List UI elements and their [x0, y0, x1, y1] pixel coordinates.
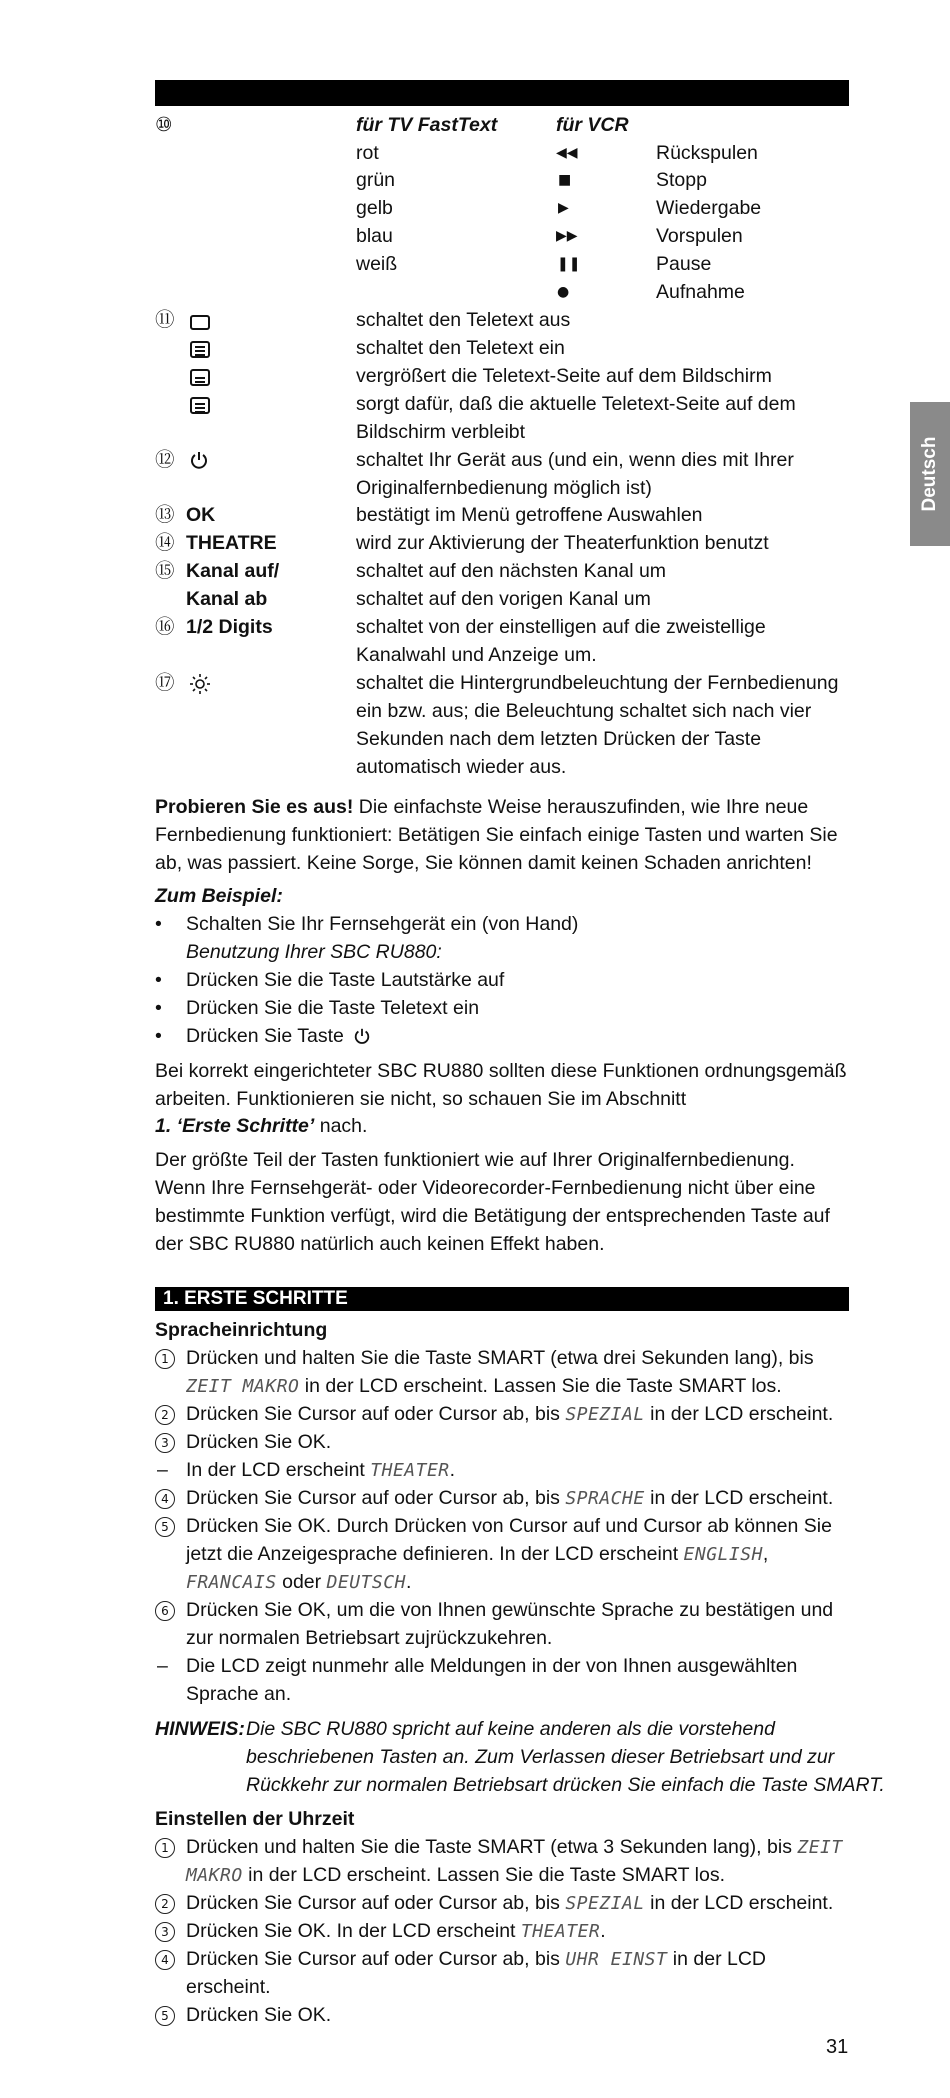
fast-forward-icon: ▶▶	[556, 228, 578, 244]
key15-label-b: Kanal ab	[186, 588, 268, 610]
key13-desc: bestätigt im Menü getroffene Auswahlen	[356, 504, 703, 526]
side-tab-label: Deutsch	[919, 436, 940, 512]
lcd-text: SPEZIAL	[565, 1893, 645, 1914]
lcd-text: THEATER	[520, 1921, 601, 1942]
vcr-label-record: Aufnahme	[656, 281, 745, 303]
note-line-4: der SBC RU880 natürlich auch keinen Effekt haben.	[155, 1233, 605, 1255]
try-it-line-1	[155, 794, 808, 822]
try-it-line-2: Fernbedienung funktioniert: Betätigen Sie einfach einige Tasten und warten Sie	[155, 824, 838, 846]
time-marker-5: 5	[155, 2006, 175, 2026]
lang-info-2b: Sprache an.	[186, 1683, 292, 1705]
vcr-label-play: Wiedergabe	[656, 197, 762, 219]
key12-desc-2: Originalfernbedienung möglich ist)	[356, 477, 652, 499]
teletext-off-icon	[190, 314, 210, 332]
note-line-1: Der größte Teil der Tasten funktioniert wie auf Ihrer Originalfernbedienung.	[155, 1149, 795, 1171]
color-gelb: gelb	[356, 197, 393, 219]
check-line-1: Bei korrekt eingerichteter SBC RU880 sollten diese Funktionen ordnungsgemäß	[155, 1060, 847, 1082]
key-number-17: ⑰	[155, 672, 175, 694]
lang-step-1b	[186, 1373, 782, 1401]
key17-desc-2: ein bzw. aus; die Beleuchtung schaltet sich nach vier	[356, 700, 812, 722]
column-vcr-heading: für VCR	[556, 114, 629, 136]
step-marker-4: 4	[155, 1489, 175, 1509]
step-marker-5: 5	[155, 1517, 175, 1537]
lang-step-6a: Drücken Sie OK, um die von Ihnen gewünschte Sprache zu bestätigen und	[186, 1599, 834, 1621]
time-step-2-b: in der LCD erscheint.	[644, 1892, 834, 1914]
time-setup-heading: Einstellen der Uhrzeit	[155, 1808, 355, 1830]
try-it-heading: Probieren Sie es aus!	[155, 796, 354, 818]
conjunction: oder	[276, 1571, 327, 1593]
vcr-label-stop: Stopp	[656, 169, 707, 191]
key-number-16: ⑯	[155, 616, 175, 638]
note-text-3: Rückkehr zur normalen Betriebsart drücken Sie einfach die Taste SMART.	[246, 1774, 885, 1796]
lang-step-5b-text: jetzt die Anzeigesprache definieren. In der LCD erscheint	[186, 1543, 684, 1565]
lang-step-4	[186, 1485, 833, 1513]
time-marker-4: 4	[155, 1950, 175, 1970]
period: .	[405, 1571, 412, 1593]
time-marker-2: 2	[155, 1894, 175, 1914]
step-marker-2: 2	[155, 1405, 175, 1425]
time-step-2-a: Drücken Sie Cursor auf oder Cursor ab, bis	[186, 1892, 566, 1914]
lcd-text: UHR EINST	[565, 1949, 668, 1970]
power-icon	[189, 450, 209, 475]
key-number-15: ⑮	[155, 560, 175, 582]
example-step-1-sub: Benutzung Ihrer SBC RU880:	[186, 941, 442, 963]
step-marker-1: 1	[155, 1349, 175, 1369]
time-step-4c: erscheint.	[186, 1976, 271, 1998]
key16-desc-2: Kanalwahl und Anzeige um.	[356, 644, 597, 666]
key14-label: THEATRE	[186, 532, 277, 554]
key11-desc-b: schaltet den Teletext ein	[356, 337, 565, 359]
key11-desc-d2: Bildschirm verbleibt	[356, 421, 526, 443]
key12-desc-1: schaltet Ihr Gerät aus (und ein, wenn dies mit Ihrer	[356, 449, 794, 471]
example-step-1: Schalten Sie Ihr Fernsehgerät ein (von Hand)	[186, 913, 579, 935]
time-step-4-a: Drücken Sie Cursor auf oder Cursor ab, bis	[186, 1948, 566, 1970]
lang-step-2	[186, 1401, 833, 1429]
lang-step-5a: Drücken Sie OK. Durch Drücken von Cursor auf und Cursor ab können Sie	[186, 1515, 832, 1537]
vcr-label-forward: Vorspulen	[656, 225, 743, 247]
lang-step-6b: zur normalen Betriebsart zujrückzukehren.	[186, 1627, 553, 1649]
time-step-3	[186, 1918, 606, 1946]
dash-2: –	[157, 1655, 168, 1677]
time-step-4	[186, 1946, 766, 1974]
time-step-3-b: .	[600, 1920, 606, 1942]
dash-1: –	[157, 1459, 168, 1481]
time-step-2	[186, 1890, 833, 1918]
lcd-text: FRANCAIS	[186, 1572, 277, 1593]
lang-step-2-b: in der LCD erscheint.	[644, 1403, 834, 1425]
header-bar	[155, 80, 849, 106]
example-step-2: Drücken Sie die Taste Lautstärke auf	[186, 969, 505, 991]
example-step-4	[186, 1023, 371, 1051]
lang-step-5c	[186, 1569, 411, 1597]
lcd-text: ZEIT	[797, 1837, 843, 1858]
note-text-2: beschriebenen Tasten an. Zum Verlassen dieser Betriebsart und zur	[246, 1746, 835, 1768]
teletext-hold-icon	[190, 397, 210, 415]
key-number-13: ⑬	[155, 504, 175, 526]
bullet-2: •	[155, 969, 162, 991]
lang-step-3: Drücken Sie OK.	[186, 1431, 332, 1453]
lang-step-4-a: Drücken Sie Cursor auf oder Cursor ab, bis	[186, 1487, 566, 1509]
lcd-text: DEUTSCH	[326, 1572, 406, 1593]
lcd-text: ZEIT MAKRO	[186, 1376, 300, 1397]
color-rot: rot	[356, 142, 379, 164]
lcd-text: SPEZIAL	[565, 1404, 645, 1425]
try-it-text: Die einfachste Weise herauszufinden, wie Ihre neue	[353, 796, 809, 818]
key14-desc: wird zur Aktivierung der Theaterfunktion benutzt	[356, 532, 769, 554]
key17-desc-3: Sekunden nach dem letzten Drücken der Taste	[356, 728, 762, 750]
check-line-3-tail: nach.	[314, 1115, 368, 1137]
lcd-text: MAKRO	[186, 1865, 243, 1886]
section-reference: 1. ‘Erste Schritte’	[155, 1115, 315, 1137]
key-number-11: ⑪	[155, 309, 175, 331]
color-weiss: weiß	[356, 253, 398, 275]
key-number-10: ⑩	[155, 114, 173, 136]
page-number: 31	[826, 2036, 849, 2058]
lang-step-1b-text: in der LCD erscheint. Lassen Sie die Taste SMART los.	[299, 1375, 782, 1397]
key11-desc-a: schaltet den Teletext aus	[356, 309, 571, 331]
note-line-3: bestimmte Funktion verfügt, wird die Betätigung der entsprechenden Taste auf	[155, 1205, 830, 1227]
bullet-3: •	[155, 997, 162, 1019]
time-step-1b	[186, 1862, 725, 1890]
record-icon: ●	[557, 284, 570, 300]
example-heading: Zum Beispiel:	[155, 885, 283, 907]
try-it-line-3: ab, was passiert. Keine Sorge, Sie können damit keinen Schaden anrichten!	[155, 852, 812, 874]
pause-icon: ❚❚	[557, 256, 581, 272]
color-gruen: grün	[356, 169, 396, 191]
column-tv-heading: für TV FastText	[356, 114, 498, 136]
note-text-1: Die SBC RU880 spricht auf keine anderen als die vorstehend	[246, 1718, 775, 1740]
note-label: HINWEIS:	[155, 1718, 245, 1740]
language-setup-heading: Spracheinrichtung	[155, 1319, 328, 1341]
stop-icon: ■	[558, 172, 572, 188]
time-step-1a	[186, 1834, 843, 1862]
step-marker-6: 6	[155, 1601, 175, 1621]
vcr-label-pause: Pause	[656, 253, 712, 275]
key11-desc-d1: sorgt dafür, daß die aktuelle Teletext-Seite auf dem	[356, 393, 796, 415]
example-step-3: Drücken Sie die Taste Teletext ein	[186, 997, 480, 1019]
section-title-bar: 1. ERSTE SCHRITTE	[155, 1287, 849, 1311]
key16-label: 1/2 Digits	[186, 616, 273, 638]
comma: ,	[762, 1543, 769, 1565]
time-step-1b-text: in der LCD erscheint. Lassen Sie die Taste SMART los.	[242, 1864, 726, 1886]
example-step-4-text: Drücken Sie Taste	[186, 1025, 344, 1047]
rewind-icon: ◀◀	[556, 145, 578, 161]
lcd-text: SPRACHE	[565, 1488, 645, 1509]
lang-step-2-a: Drücken Sie Cursor auf oder Cursor ab, bis	[186, 1403, 566, 1425]
lang-step-4-b: in der LCD erscheint.	[644, 1487, 834, 1509]
bullet-4: •	[155, 1025, 162, 1047]
time-step-5: Drücken Sie OK.	[186, 2004, 332, 2026]
lang-info-1-b: .	[449, 1459, 456, 1481]
lcd-text: THEATER	[370, 1460, 450, 1481]
lang-info-1-a: In der LCD erscheint	[186, 1459, 371, 1481]
play-icon: ▶	[558, 200, 569, 216]
power-icon	[353, 1027, 371, 1045]
teletext-enlarge-icon	[190, 369, 210, 387]
key15-desc-b: schaltet auf den vorigen Kanal um	[356, 588, 651, 610]
check-line-3	[155, 1113, 367, 1141]
key15-label-a: Kanal auf/	[186, 560, 280, 582]
time-step-4-b: in der LCD	[667, 1948, 766, 1970]
vcr-label-rewind: Rückspulen	[656, 142, 758, 164]
time-marker-3: 3	[155, 1922, 175, 1942]
time-step-1a-text: Drücken und halten Sie die Taste SMART (etwa 3 Sekunden lang), bis	[186, 1836, 798, 1858]
step-marker-3: 3	[155, 1433, 175, 1453]
lcd-text: ENGLISH	[683, 1544, 763, 1565]
lang-info-2a: Die LCD zeigt nunmehr alle Meldungen in der von Ihnen ausgewählten	[186, 1655, 798, 1677]
backlight-icon	[189, 673, 211, 700]
key-number-14: ⑭	[155, 532, 175, 554]
lang-step-1a: Drücken und halten Sie die Taste SMART (etwa drei Sekunden lang), bis	[186, 1347, 814, 1369]
key17-desc-4: automatisch wieder aus.	[356, 756, 567, 778]
language-side-tab	[910, 402, 950, 546]
bullet-1: •	[155, 913, 162, 935]
teletext-on-icon	[190, 341, 210, 359]
color-blau: blau	[356, 225, 393, 247]
time-step-3-a: Drücken Sie OK. In der LCD erscheint	[186, 1920, 521, 1942]
lang-step-5b	[186, 1541, 768, 1569]
key15-desc-a: schaltet auf den nächsten Kanal um	[356, 560, 667, 582]
key17-desc-1: schaltet die Hintergrundbeleuchtung der Fernbedienung	[356, 672, 839, 694]
key16-desc-1: schaltet von der einstelligen auf die zweistellige	[356, 616, 766, 638]
check-line-2: arbeiten. Funktionieren sie nicht, so schauen Sie im Abschnitt	[155, 1088, 687, 1110]
lang-info-1	[186, 1457, 455, 1485]
key13-label: OK	[186, 504, 216, 526]
key-number-12: ⑫	[155, 449, 175, 471]
key11-desc-c: vergrößert die Teletext-Seite auf dem Bildschirm	[356, 365, 772, 387]
time-marker-1: 1	[155, 1838, 175, 1858]
note-line-2: Wenn Ihre Fernsehgerät- oder Videorecorder-Fernbedienung nicht über eine	[155, 1177, 816, 1199]
